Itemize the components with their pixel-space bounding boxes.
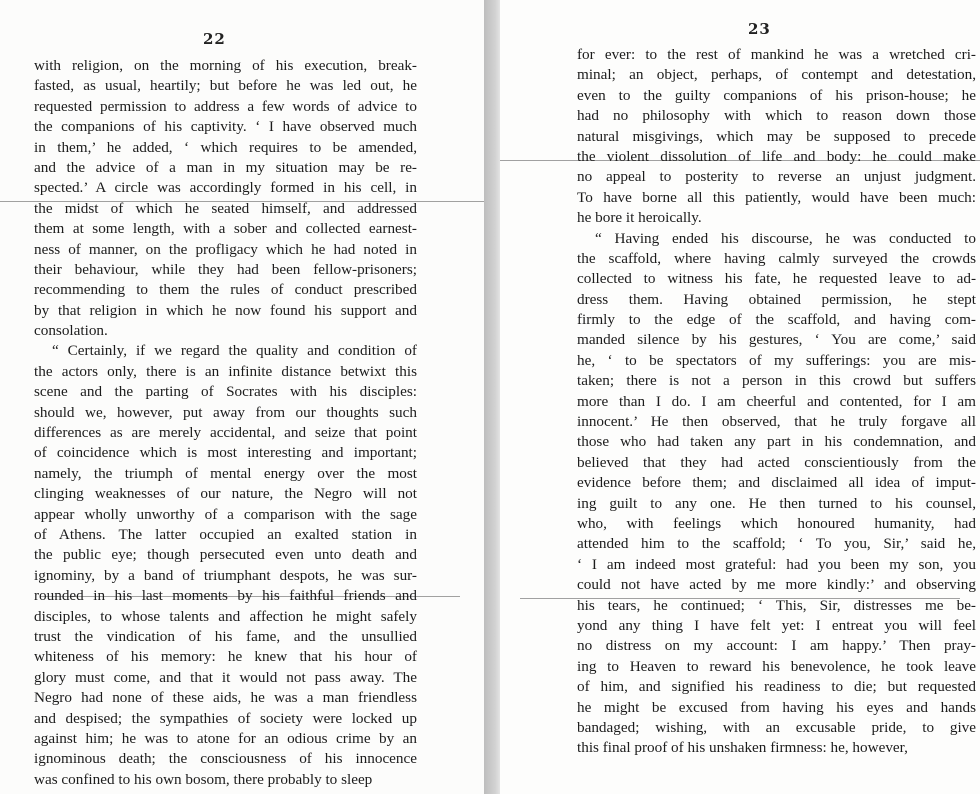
text-line: manded silence by his gestures, ‘ You are come,’ said <box>577 331 976 349</box>
text-line: and despised; the sympathies of society were locked up <box>34 709 417 727</box>
text-line: for ever: to the rest of mankind he was a wretched cri- <box>577 46 976 63</box>
page-number-right: 23 <box>748 20 771 38</box>
text-line: differences as are merely accidental, and seize that point <box>34 424 417 442</box>
text-line: more than I do. I am cheerful and contented, for I am <box>577 392 976 410</box>
text-line: ignominous death; the consciousness of his innocence <box>34 750 417 768</box>
text-line: glory must come, and that it would not pass away. The <box>34 668 417 686</box>
text-line: dress them. Having obtained permission, he stept <box>577 290 976 308</box>
text-line: To have borne all this patiently, would have been much: <box>577 188 976 206</box>
text-line: rounded in his last moments by his faithful friends and <box>34 587 417 605</box>
text-line: ing guilt to any one. He then turned to his counsel, <box>577 494 976 512</box>
text-line: collected to witness his fate, he requested leave to ad- <box>577 270 976 288</box>
text-line: ignominy, by a band of triumphant despots, he was sur- <box>34 566 417 584</box>
text-line: yond any thing I have felt yet: I entreat you will feel <box>577 616 976 634</box>
text-line: namely, the triumph of mental energy over the most <box>34 464 417 482</box>
text-line: attended him to the scaffold; ‘ To you, Sir,’ said he, <box>577 535 976 553</box>
text-line: Negro had none of these aids, he was a man friendless <box>34 689 417 707</box>
text-line: their behaviour, while they had been fellow-prisoners; <box>34 260 417 278</box>
text-line: those who had taken any part in his condemnation, and <box>577 433 976 451</box>
text-line: of him, and signified his readiness to die; but requested <box>577 678 976 696</box>
text-line: against him; he was to atone for an odious crime by an <box>34 729 417 747</box>
text-line: fasted, as usual, heartily; but before he was led out, he <box>34 77 417 95</box>
text-line: by that religion in which he now found his support and <box>34 301 417 319</box>
text-line: with religion, on the morning of his execution, break- <box>34 57 417 74</box>
text-line: his tears, he continued; ‘ This, Sir, distresses me be- <box>577 596 976 614</box>
text-line: could not have acted by me more kindly:’ and observing <box>577 576 976 594</box>
text-line: taken; there is not a person in this crowd but suffers <box>577 372 976 390</box>
text-line: he, ‘ to be spectators of my sufferings: you are mis- <box>577 351 976 369</box>
text-line: requested permission to address a few words of advice to <box>34 97 417 115</box>
text-line: ing to Heaven to reward his benevolence, he took leave <box>577 657 976 675</box>
text-line: “ Having ended his discourse, he was conducted to <box>595 229 976 247</box>
text-line: of coincidence which is most interesting and important; <box>34 444 417 462</box>
text-line: even to the guilty companions of his prison-house; he <box>577 86 976 104</box>
text-line: no appeal to posterity to reverse an unjust judgment. <box>577 168 976 186</box>
text-line: clinging weaknesses of our nature, the Negro will not <box>34 485 417 503</box>
text-line: believed that they had acted conscientiously from the <box>577 453 976 471</box>
text-line: evidence before them; and disclaimed all idea of imput- <box>577 474 976 492</box>
left-page-text <box>34 56 417 790</box>
text-line: spected.’ A circle was accordingly formed in his cell, in <box>34 179 417 197</box>
text-line: he might be excused from having his eyes and hands <box>577 698 976 716</box>
text-line: and the advice of a man in my situation may be re- <box>34 158 417 176</box>
text-line: natural misgivings, which may be supposed to precede <box>577 127 976 145</box>
text-line: the scaffold, where having calmly surveyed the crowds <box>577 249 976 267</box>
text-line: who, with feelings which honoured humanity, had <box>577 514 976 532</box>
right-page <box>500 0 980 794</box>
text-line: was confined to his own bosom, there probably to sleep <box>34 770 373 788</box>
text-line: disciples, to whose talents and affection he might safely <box>34 607 417 625</box>
text-line: recommending to them the rules of conduct prescribed <box>34 281 417 299</box>
text-line: “ Certainly, if we regard the quality and condition of <box>52 342 417 360</box>
book-gutter <box>484 0 500 794</box>
text-line: ness of manner, on the profligacy which he had noted in <box>34 240 417 258</box>
text-line: should we, however, put away from our thoughts such <box>34 403 417 421</box>
left-page <box>0 0 484 794</box>
text-line: in them,’ he added, ‘ which requires to be amended, <box>34 138 417 156</box>
text-line: whiteness of his memory: he knew that his hour of <box>34 648 417 666</box>
text-line: no distress on my account: I am happy.’ Then pray- <box>577 637 976 655</box>
text-line: bandaged; wishing, with an excusable pride, to give <box>577 718 976 736</box>
text-line: the public eye; though persecuted even unto death and <box>34 546 417 564</box>
text-line: had no philosophy with which to reason down those <box>577 107 976 125</box>
text-line: consolation. <box>34 322 108 340</box>
text-line: appear wholly unworthy of a comparison with the sage <box>34 505 417 523</box>
text-line: this final proof of his unshaken firmness: he, however, <box>577 739 908 757</box>
text-line: the violent dissolution of life and body: he could make <box>577 147 976 165</box>
page-number-left: 22 <box>203 30 226 48</box>
text-line: the midst of which he seated himself, and addressed <box>34 199 417 217</box>
text-line: of Athens. The latter occupied an exalted station in <box>34 525 417 543</box>
text-line: scene and the parting of Socrates with his disciples: <box>34 383 417 401</box>
text-line: them at some length, with a sober and collected earnest- <box>34 220 417 238</box>
right-page-text <box>577 45 976 759</box>
text-line: firmly to the edge of the scaffold, and having com- <box>577 311 976 329</box>
text-line: minal; an object, perhaps, of contempt and detestation, <box>577 66 976 84</box>
text-line: the actors only, there is an infinite distance betwixt this <box>34 362 417 380</box>
text-line: ‘ I am indeed most grateful: had you been my son, you <box>577 555 976 573</box>
text-line: he bore it heroically. <box>577 209 702 227</box>
text-line: trust the vindication of his fame, and the unsullied <box>34 627 417 645</box>
text-line: innocent.’ He then observed, that he truly forgave all <box>577 413 976 431</box>
text-line: the companions of his captivity. ‘ I have observed much <box>34 118 417 136</box>
